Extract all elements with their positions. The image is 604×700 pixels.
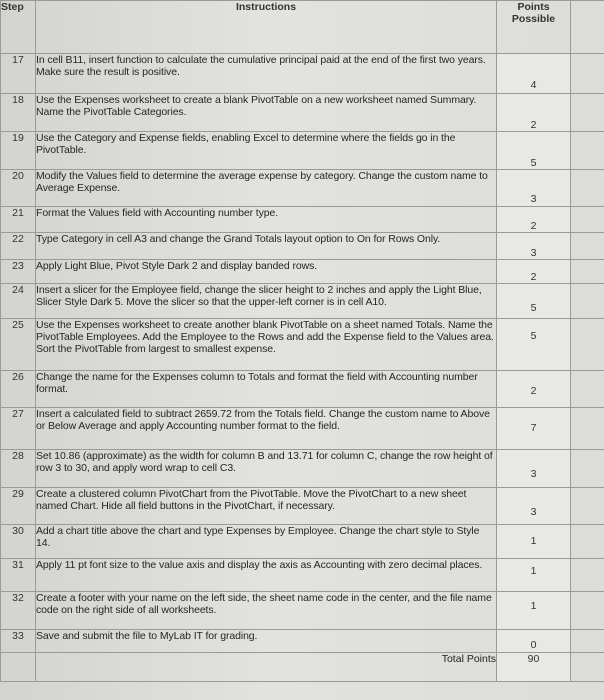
edge-cell <box>571 170 604 207</box>
total-empty-cell <box>1 653 36 682</box>
table-row <box>1 170 604 207</box>
points-value: 3 <box>530 193 537 205</box>
edge-cell <box>571 630 604 653</box>
table-row <box>1 260 604 284</box>
points-cell <box>497 233 571 260</box>
edge-cell <box>571 450 604 488</box>
points-cell <box>497 207 571 233</box>
instruction-text: Type Category in cell A3 and change the Grand Totals layout option to On for Rows Only. <box>36 233 497 260</box>
edge-cell <box>571 653 604 682</box>
table-row <box>1 94 604 132</box>
points-value: 3 <box>530 506 537 518</box>
table-row <box>1 592 604 630</box>
points-cell <box>497 94 571 132</box>
table-row <box>1 233 604 260</box>
step-number: 28 <box>1 450 36 488</box>
instruction-text: Insert a calculated field to subtract 2659.72 from the Totals field. Change the custom name to Above or Below Average and apply Accounting number format to the field. <box>36 408 497 450</box>
step-number: 17 <box>1 54 36 94</box>
points-cell <box>497 450 571 488</box>
points-cell <box>497 371 571 408</box>
points-value: 2 <box>530 385 537 397</box>
table-row <box>1 559 604 592</box>
step-number: 19 <box>1 132 36 170</box>
instruction-text: Change the name for the Expenses column to Totals and format the field with Accounting number format. <box>36 371 497 408</box>
step-number: 32 <box>1 592 36 630</box>
edge-cell <box>571 260 604 284</box>
points-value: 2 <box>530 119 537 131</box>
instruction-text: Save and submit the file to MyLab IT for grading. <box>36 630 497 653</box>
edge-cell <box>571 559 604 592</box>
step-column-header: Step <box>1 1 36 54</box>
table-row <box>1 284 604 319</box>
points-value: 1 <box>530 535 537 547</box>
points-cell <box>497 54 571 94</box>
edge-column <box>571 1 604 54</box>
table-row <box>1 54 604 94</box>
edge-cell <box>571 525 604 559</box>
points-cell <box>497 319 571 371</box>
instruction-text: Use the Category and Expense fields, enabling Excel to determine where the fields go in the PivotTable. <box>36 132 497 170</box>
instruction-text: Use the Expenses worksheet to create a blank PivotTable on a new worksheet named Summary. Name the PivotTable Categories. <box>36 94 497 132</box>
step-number: 27 <box>1 408 36 450</box>
points-cell <box>497 260 571 284</box>
edge-cell <box>571 371 604 408</box>
instruction-text: Create a footer with your name on the left side, the sheet name code in the center, and the file name code on the right side of all worksheets. <box>36 592 497 630</box>
points-cell <box>497 592 571 630</box>
points-value: 7 <box>530 422 537 434</box>
step-number: 22 <box>1 233 36 260</box>
instruction-text: In cell B11, insert function to calculate the cumulative principal paid at the end of the first two years. Make sure the result is positive. <box>36 54 497 94</box>
points-value: 5 <box>530 157 537 169</box>
points-cell <box>497 408 571 450</box>
edge-cell <box>571 408 604 450</box>
instruction-text: Create a clustered column PivotChart from the PivotTable. Move the PivotChart to a new sheet named Chart. Hide all field buttons in the PivotChart, if necessary. <box>36 488 497 525</box>
points-cell <box>497 284 571 319</box>
edge-cell <box>571 54 604 94</box>
table-row <box>1 371 604 408</box>
table-row <box>1 408 604 450</box>
step-number: 24 <box>1 284 36 319</box>
table-row <box>1 319 604 371</box>
points-value: 0 <box>530 639 537 651</box>
table-row <box>1 488 604 525</box>
points-cell <box>497 488 571 525</box>
points-value: 2 <box>530 220 537 232</box>
table-row <box>1 132 604 170</box>
edge-cell <box>571 319 604 371</box>
total-label: Total Points <box>36 653 497 682</box>
points-cell <box>497 630 571 653</box>
edge-cell <box>571 94 604 132</box>
points-column-header: Points Possible <box>497 1 571 54</box>
instruction-text: Apply 11 pt font size to the value axis and display the axis as Accounting with zero decimal places. <box>36 559 497 592</box>
instruction-text: Insert a slicer for the Employee field, change the slicer height to 2 inches and apply the Light Blue, Slicer Style Dark 5. Move the slicer so that the upper-left corner is in cell A10. <box>36 284 497 319</box>
edge-cell <box>571 592 604 630</box>
step-number: 23 <box>1 260 36 284</box>
table-row <box>1 630 604 653</box>
step-number: 20 <box>1 170 36 207</box>
edge-cell <box>571 488 604 525</box>
edge-cell <box>571 284 604 319</box>
points-value: 3 <box>530 247 537 259</box>
points-value: 1 <box>530 600 537 612</box>
points-value: 4 <box>530 79 537 91</box>
step-number: 25 <box>1 319 36 371</box>
points-cell <box>497 525 571 559</box>
table-row <box>1 207 604 233</box>
instruction-text: Set 10.86 (approximate) as the width for column B and 13.71 for column C, change the row height of row 3 to 30, and apply word wrap to cell C3. <box>36 450 497 488</box>
points-value: 5 <box>530 330 537 342</box>
instruction-text: Apply Light Blue, Pivot Style Dark 2 and display banded rows. <box>36 260 497 284</box>
instruction-text: Format the Values field with Accounting number type. <box>36 207 497 233</box>
points-value: 3 <box>530 468 537 480</box>
total-row <box>1 653 604 682</box>
points-cell <box>497 170 571 207</box>
step-number: 18 <box>1 94 36 132</box>
edge-cell <box>571 132 604 170</box>
total-value: 90 <box>497 653 571 682</box>
points-cell <box>497 559 571 592</box>
points-value: 2 <box>530 271 537 283</box>
step-number: 31 <box>1 559 36 592</box>
table-row <box>1 525 604 559</box>
points-value: 5 <box>530 302 537 314</box>
table-row <box>1 450 604 488</box>
instruction-text: Modify the Values field to determine the average expense by category. Change the custom name to Average Expense. <box>36 170 497 207</box>
points-value: 1 <box>530 565 537 577</box>
edge-cell <box>571 207 604 233</box>
instructions-column-header: Instructions <box>36 1 497 54</box>
step-number: 30 <box>1 525 36 559</box>
edge-cell <box>571 233 604 260</box>
points-cell <box>497 132 571 170</box>
table-body <box>1 54 604 653</box>
instruction-text: Use the Expenses worksheet to create another blank PivotTable on a sheet named Totals. Name the PivotTable Employees. Add the Employee to the Rows and add the Expense field to the Values area. Sort the PivotTable from largest to smallest expense. <box>36 319 497 371</box>
table-header-row <box>1 1 604 54</box>
step-number: 26 <box>1 371 36 408</box>
step-number: 29 <box>1 488 36 525</box>
step-number: 33 <box>1 630 36 653</box>
instruction-text: Add a chart title above the chart and type Expenses by Employee. Change the chart style to Style 14. <box>36 525 497 559</box>
step-number: 21 <box>1 207 36 233</box>
